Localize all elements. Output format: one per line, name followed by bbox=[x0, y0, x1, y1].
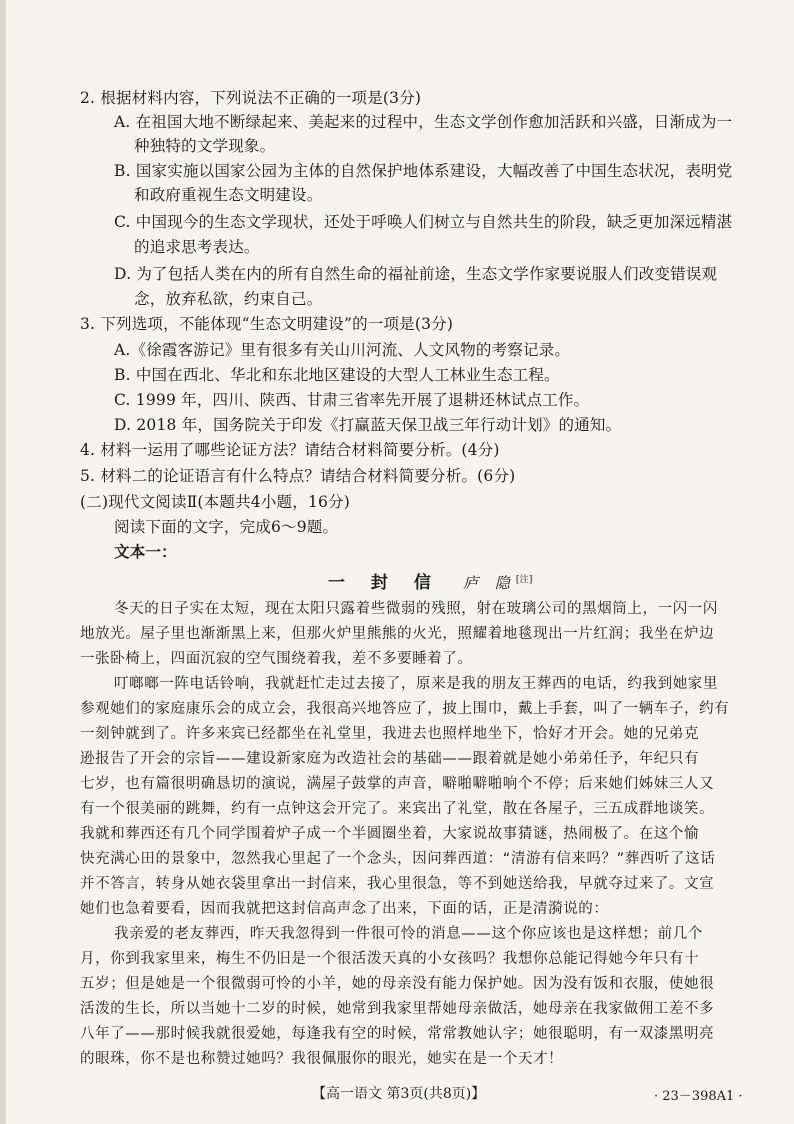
essay-line: 叮啷啷一阵电话铃响，我就赶忙走过去接了，原来是我的朋友王葬西的电话，约我到她家里 bbox=[114, 676, 718, 692]
q5-stem: 5. 材料二的论证语言有什么特点？请结合材料简要分析。(6分) bbox=[80, 467, 516, 485]
q2-option-c-line1: C. 中国现今的生态文学现状，还处于呼唤人们树立与自然共生的阶段，缺乏更加深远精湛 bbox=[114, 213, 733, 231]
page-footer-center: 【高一语文 第3页(共8页)】 bbox=[312, 1086, 486, 1102]
q3-option-b: B. 中国在西北、华北和东北地区建设的大型人工林业生态工程。 bbox=[114, 366, 560, 384]
q2-option-c-line2: 的追求思考表达。 bbox=[134, 238, 260, 256]
scan-edge-shadow bbox=[0, 0, 6, 1124]
page-footer-code: · 23－398A1 · bbox=[654, 1089, 743, 1104]
q2-option-a-line2: 种独特的文学现象。 bbox=[134, 137, 276, 155]
text-one-label: 文本一： bbox=[114, 542, 177, 561]
essay-line: 我亲爱的老友葬西，昨天我忽得到一件很可怜的消息——这个你应该也是这样想；前几个 bbox=[114, 926, 703, 942]
q2-option-d-line1: D. 为了包括人类在内的所有自然生命的福祉前途，生态文学作家要说服人们改变错误观 bbox=[114, 265, 718, 283]
q3-option-c: C. 1999 年，四川、陕西、甘肃三省率先开展了退耕还林试点工作。 bbox=[114, 391, 590, 409]
essay-line: 的眼珠，你不是也称赞过她吗？我很佩服你的眼光，她实在是一个天才！ bbox=[80, 1051, 564, 1067]
q4-stem: 4. 材料一运用了哪些论证方法？请结合材料简要分析。(4分) bbox=[80, 441, 500, 459]
essay-line: 我就和葬西还有几个同学围着炉子成一个半圆圈坐着，大家说故事猜谜，热闹极了。在这个愉 bbox=[80, 826, 700, 842]
essay-author: 庐 隐 bbox=[463, 574, 516, 593]
essay-line: 有一个很美丽的跳舞，约有一点钟这会开完了。来宾出了礼堂，散在各屋子，三五成群地谈笑。 bbox=[80, 801, 715, 817]
essay-line: 七岁，也有篇很明确恳切的演说，满屋子鼓掌的声音，噼啪噼啪响个不停；后来她们姊妹三人又 bbox=[80, 776, 715, 792]
essay-line: 月，你到我家里来，梅生不仍旧是一个很活泼天真的小女孩吗？我想你总能记得她今年只有十 bbox=[80, 951, 700, 967]
q3-option-a: A.《徐霞客游记》里有很多有关山川河流、人文风物的考察记录。 bbox=[114, 341, 571, 359]
q3-option-d: D. 2018 年，国务院关于印发《打赢蓝天保卫战三年行动计划》的通知。 bbox=[114, 416, 622, 434]
essay-line: 快充满心田的景象中，忽然我心里起了一个念头，因问葬西道：“清游有信来吗？”葬西听了这话 bbox=[80, 851, 716, 867]
essay-line: 她们也急着要看，因而我就把这封信高声念了出来，下面的话，正是清漪说的： bbox=[80, 901, 609, 917]
q2-option-b-line1: B. 国家实施以国家公园为主体的自然保护地体系建设，大幅改善了中国生态状况，表明党 bbox=[114, 162, 733, 180]
essay-line: 地放光。屋子里也渐渐黑上来，但那火炉里熊熊的火光，照耀着地毯现出一片红润；我坐在炉边 bbox=[80, 626, 715, 642]
essay-title-row bbox=[328, 570, 533, 593]
essay-line: 冬天的日子实在太短，现在太阳只露着些微弱的残照，射在玻璃公司的黑烟筒上，一闪一闪 bbox=[114, 601, 718, 617]
q2-option-d-line2: 念，放弃私欲，约束自己。 bbox=[134, 290, 323, 308]
essay-line: 一张卧椅上，四面沉寂的空气围绕着我，差不多要睡着了。 bbox=[80, 651, 473, 667]
essay-line: 逊报告了开会的宗旨——建设新家庭为改造社会的基础——跟着就是她小弟弟任予，年纪只有 bbox=[80, 751, 700, 767]
essay-line: 一刻钟就到了。许多来宾已经都坐在礼堂里，我进去也照样地坐下，恰好才开会。她的兄弟克 bbox=[80, 726, 700, 742]
essay-line: 并不答言，转身从她衣袋里拿出一封信来，我心里很急，等不到她送给我，早就夺过来了。文宣 bbox=[80, 876, 715, 892]
section2-heading: (二)现代文阅读Ⅱ(本题共4小题，16分) bbox=[80, 493, 351, 511]
q2-stem: 2. 根据材料内容，下列说法不正确的一项是(3分) bbox=[80, 89, 422, 107]
essay-title: 一 封 信 bbox=[328, 573, 441, 594]
essay-note-marker: [注] bbox=[515, 575, 533, 585]
q2-option-b-line2: 和政府重视生态文明建设。 bbox=[134, 186, 323, 204]
q2-option-a-line1: A. 在祖国大地不断绿起来、美起来的过程中，生态文学创作愈加活跃和兴盛，日渐成为一 bbox=[114, 113, 733, 131]
q3-stem: 3. 下列选项，不能体现“生态文明建设”的一项是(3分) bbox=[80, 315, 454, 333]
essay-line: 五岁；但是她是一个很微弱可怜的小羊，她的母亲没有能力保护她。因为没有饭和衣服，使她很 bbox=[80, 976, 715, 992]
essay-line: 参观她们的家庭康乐会的成立会，我很高兴地答应了，披上围巾，戴上手套，叫了一辆车子，约有 bbox=[80, 701, 730, 717]
essay-line: 八年了——那时候我就很爱她，每逢我有空的时候，常常教她认字；她很聪明，有一双漆黑明亮 bbox=[80, 1026, 715, 1042]
essay-line: 活泼的生长，所以当她十二岁的时候，她常到我家里帮她母亲做活，她母亲在我家做佣工差不多 bbox=[80, 1001, 715, 1017]
section2-instruction: 阅读下面的文字，完成6～9题。 bbox=[114, 518, 339, 536]
